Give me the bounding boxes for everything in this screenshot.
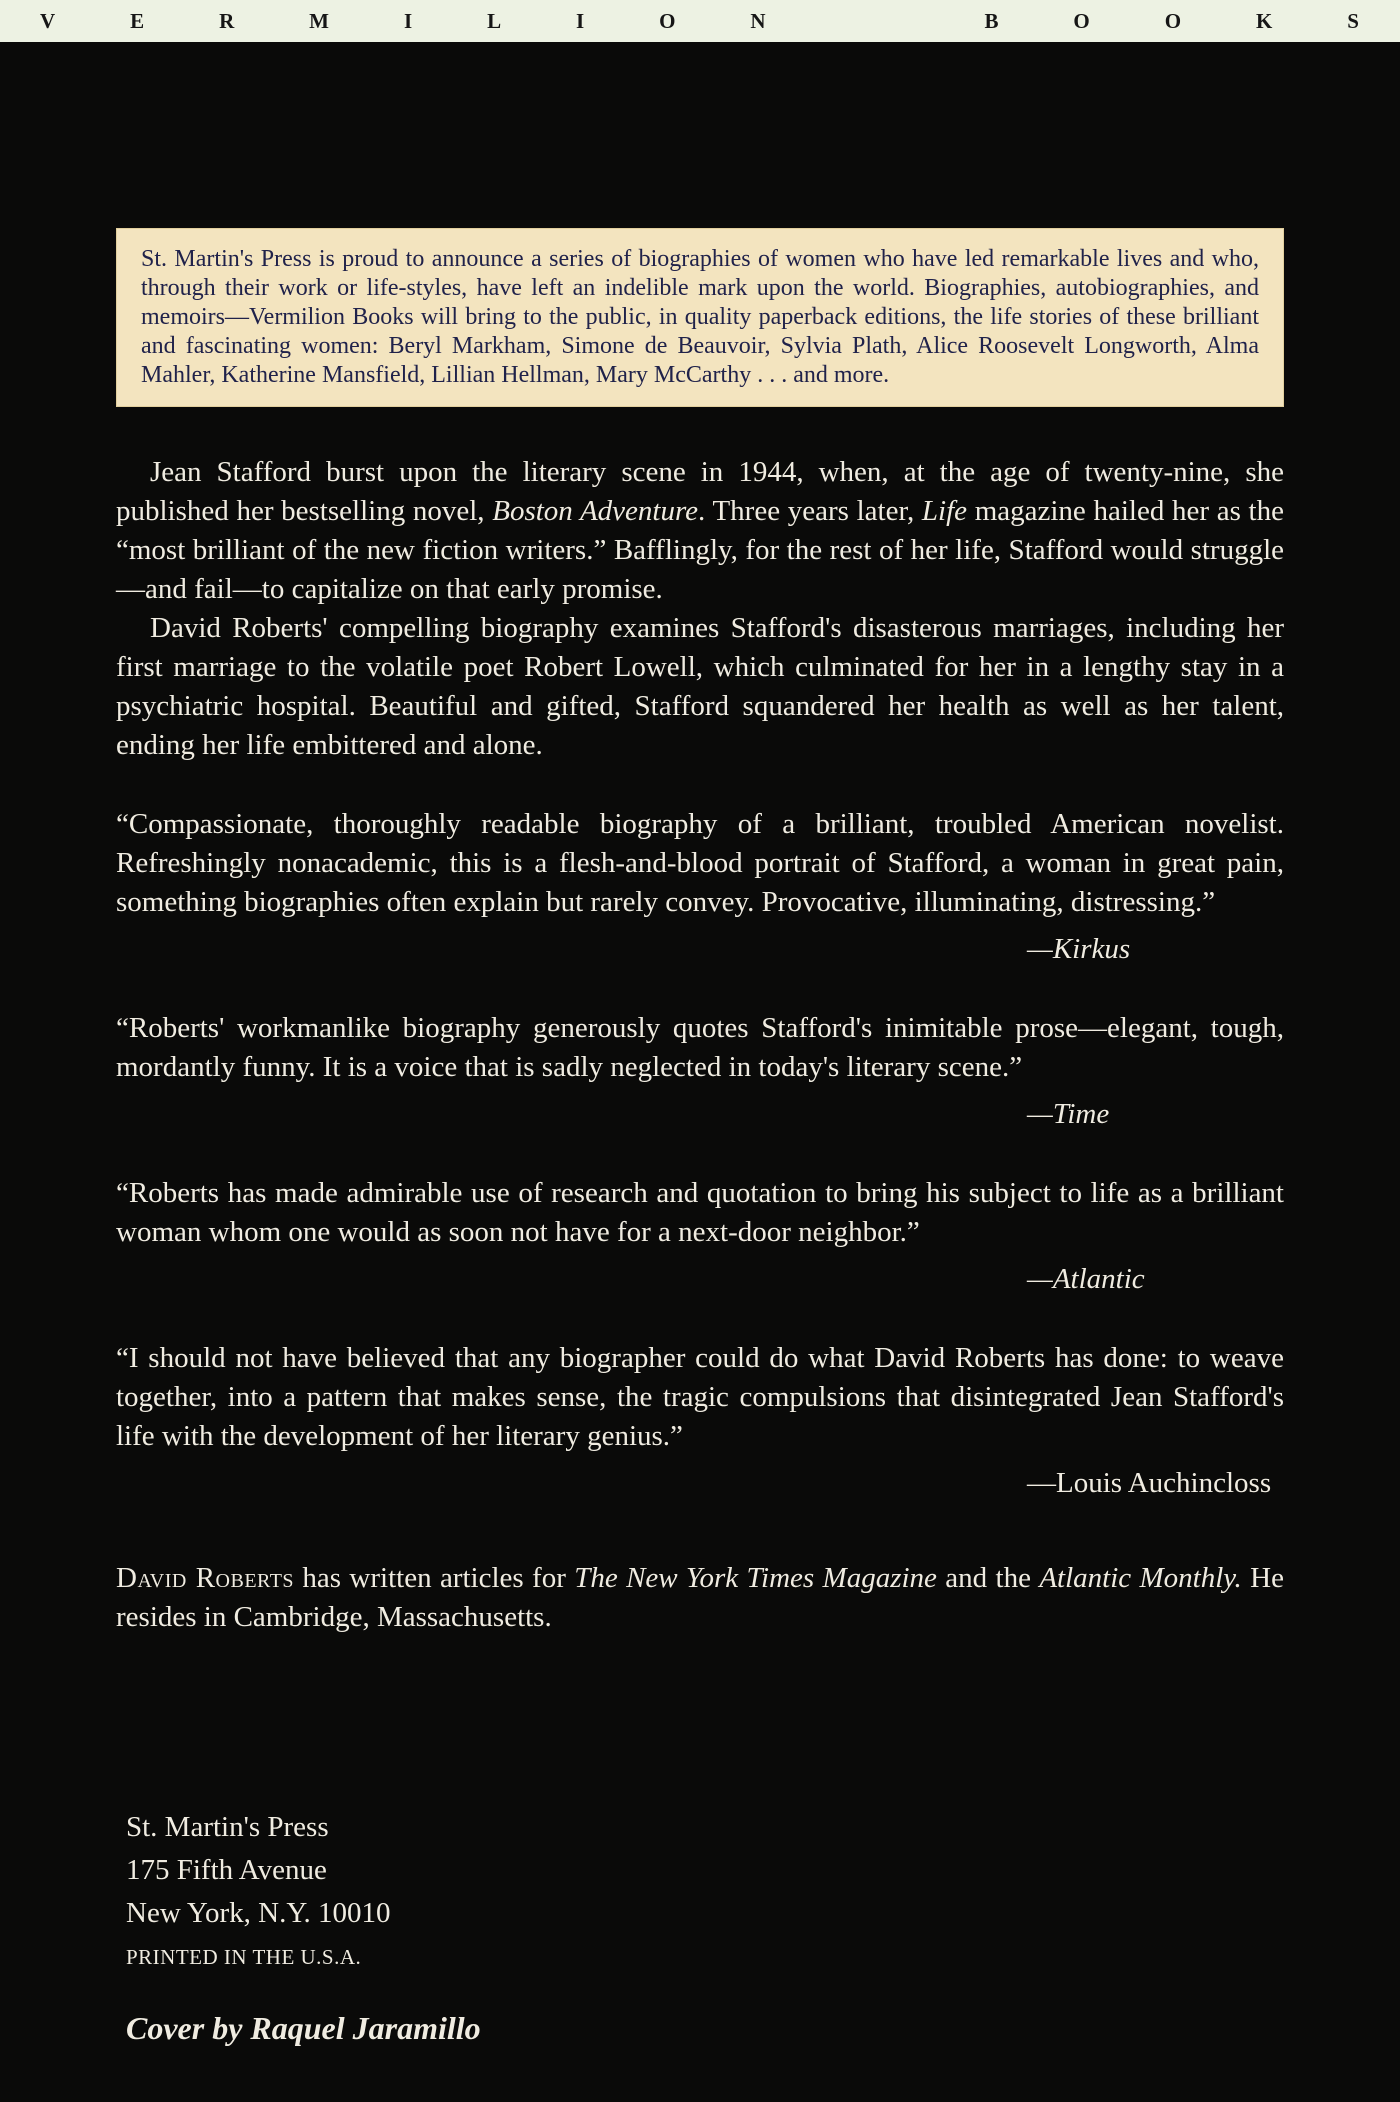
review-quote: “Compassionate, thoroughly readable biography of a brilliant, troubled American novelist. Refreshingly nonacademic, this is a flesh-and-blood portrait of Stafford, a woman in great pain, something biographies often explain but rarely convey. Provocative, illuminating, distressing.”	[116, 808, 1284, 918]
quote-attribution: —Louis Auchincloss	[1027, 1467, 1272, 1499]
text-segment: St. Martin's Press is proud to announce a series of biographies of women who have led remarkable lives and who, through their work or life-styles, have left an indelible mark upon the world. Biographies, autobiographies, and memoirs—Vermilion Books will bring to the public, in quality paperback editions, the life stories of these brilliant and fascinating women: Beryl Markham, Simone de Beauvoir, Sylvia Plath, Alice Roosevelt Longworth, Alma Mahler, Katherine Mansfield, Lillian Hellman, Mary McCarthy . . . and more.	[141, 246, 1259, 388]
review-quote: “I should not have believed that any biographer could do what David Roberts has done: to weave together, into a pattern that makes sense, the tragic compulsions that disintegrated Jean Stafford's life with the development of her literary genius.”	[116, 1342, 1284, 1452]
text-segment: Jean Stafford burst upon the literary scene in 1944, when, at the age of twenty-nine, she published her bestselling novel,	[116, 456, 1284, 527]
banner-letter: I	[576, 8, 586, 33]
banner-letter: O	[659, 8, 677, 33]
text-segment: magazine hailed her as the “most brilliant of the new fiction writers.” Bafflingly, for the rest of her life, Stafford would struggle—and fail—to capitalize on that early promise.	[116, 495, 1284, 605]
text-segment: Atlantic Monthly.	[1039, 1562, 1242, 1594]
address-line: St. Martin's Press	[126, 1811, 329, 1843]
publisher-colophon	[126, 1806, 481, 2047]
banner-letter: O	[1073, 8, 1091, 33]
banner-letter: V	[40, 8, 57, 33]
banner-letter: L	[487, 8, 503, 33]
banner-letter: I	[403, 8, 414, 33]
quote-attribution: —Atlantic	[1027, 1263, 1145, 1295]
text-segment: . Three years later,	[698, 495, 922, 527]
author-bio	[116, 1559, 1284, 1637]
text-segment: has written articles for	[294, 1562, 575, 1594]
cover-credit: Cover by Raquel Jaramillo	[126, 2010, 481, 2046]
banner-letter: S	[1347, 8, 1360, 33]
body-paragraph	[116, 453, 1284, 609]
text-segment: The New York Times Magazine	[574, 1562, 937, 1594]
banner-letter: K	[1255, 8, 1274, 33]
banner-letter: N	[750, 8, 767, 33]
text-segment: and the	[936, 1562, 1040, 1594]
banner-letter: O	[1164, 8, 1183, 33]
body-column	[116, 453, 1284, 1637]
review-quote: “Roberts' workmanlike biography generously quotes Stafford's inimitable prose—elegant, tough, mordantly funny. It is a voice that is sadly neglected in today's literary scene.”	[116, 1012, 1284, 1083]
body-paragraph	[116, 609, 1284, 765]
quote-attribution: —Time	[1027, 1098, 1110, 1130]
text-segment: He resides in Cambridge, Massachusetts.	[116, 1562, 1284, 1633]
address-line: 175 Fifth Avenue	[126, 1854, 327, 1886]
banner-letter: M	[309, 8, 330, 33]
printed-line: PRINTED IN THE U.S.A.	[126, 1945, 362, 1969]
banner	[0, 0, 1400, 42]
review-quote: “Roberts has made admirable use of research and quotation to bring his subject to life as a brilliant woman whom one would as soon not have for a next-door neighbor.”	[116, 1177, 1284, 1248]
text-segment: Life	[921, 495, 968, 527]
text-segment: Boston Adventure	[492, 495, 699, 527]
text-segment: David Roberts	[116, 1562, 295, 1594]
text-segment: David Roberts' compelling biography examines Stafford's disasterous marriages, including her first marriage to the volatile poet Robert Lowell, which culminated for her in a lengthy stay in a psychiatric hospital. Beautiful and gifted, Stafford squandered her health as well as her talent, ending her life embittered and alone.	[116, 612, 1284, 761]
banner-letter: R	[219, 8, 236, 33]
announcement-box	[116, 228, 1284, 407]
banner-letter: B	[984, 8, 1000, 33]
address-line: New York, N.Y. 10010	[126, 1897, 391, 1929]
quote-attribution: —Kirkus	[1027, 933, 1131, 965]
banner-letter: E	[130, 8, 146, 33]
